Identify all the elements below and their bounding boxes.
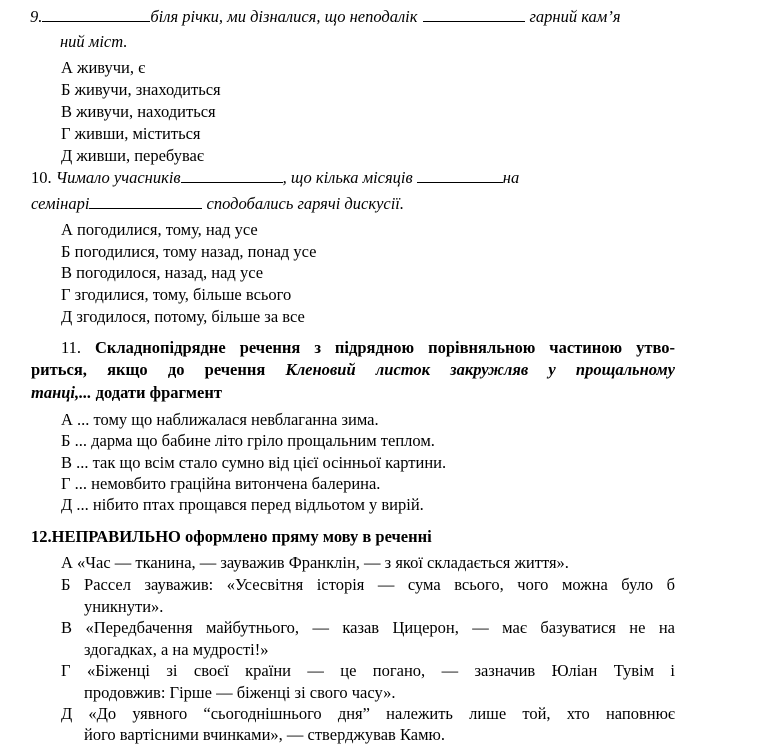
option-letter: В — [61, 263, 73, 282]
option-letter: А — [61, 410, 73, 429]
q10-text-part5: сподобались гарячі дискусії. — [206, 194, 405, 213]
q9-line-2: ний міст. — [60, 32, 128, 51]
option-text: Рассел зауважив: «Усесвітня історія — сума всього, чого можна було б — [84, 575, 676, 594]
option-text: живши, перебуває — [76, 146, 204, 165]
option-letter: Д — [61, 146, 73, 165]
q9-option-e — [61, 145, 204, 166]
option-text: погодилося, назад, над усе — [76, 263, 264, 282]
q9-blank-2 — [423, 7, 525, 22]
option-text: живучи, находиться — [76, 102, 216, 121]
option-text: «До уявного “сьогоднішнього дня” належить лише той, хто наповнює — [88, 704, 675, 723]
q12-number: 12. — [31, 527, 52, 546]
option-letter: В — [61, 102, 73, 121]
q11-option-a — [61, 409, 379, 430]
q10-text-part4: семінарі — [31, 194, 90, 213]
q12-option-e — [61, 703, 675, 724]
q9-line-1 — [30, 6, 621, 27]
option-text: згодилися, тому, більше всього — [74, 285, 292, 304]
q11-option-c — [61, 452, 446, 473]
q10-line-2 — [31, 193, 404, 214]
q11-line1-text: Складнопідрядне речення з підрядною порівняльною частиною утво- — [94, 338, 676, 357]
q10-blank-2 — [417, 168, 503, 183]
q10-line-1 — [31, 167, 519, 188]
option-text: живучи, є — [77, 58, 146, 77]
q10-option-d — [61, 284, 291, 305]
option-text: живши, міститься — [74, 124, 201, 143]
q11-line-3 — [31, 382, 222, 403]
option-text: ... так що всім стало сумно від цієї осінньої картини. — [76, 453, 447, 472]
q10-text-part2: , що кілька місяців — [282, 168, 413, 187]
option-letter: Д — [61, 704, 73, 723]
q9-blank-1 — [42, 7, 150, 22]
q10-text-part1: Чимало учасників — [55, 168, 181, 187]
q10-option-a — [61, 219, 258, 240]
q10-blank-1 — [181, 168, 283, 183]
q10-number: 10. — [31, 168, 52, 187]
q10-option-b — [61, 241, 317, 262]
q12-option-b — [61, 574, 675, 595]
option-letter: Г — [61, 661, 71, 680]
option-letter: А — [61, 58, 73, 77]
q11-option-b — [61, 430, 435, 451]
q10-blank-3 — [89, 194, 202, 209]
q12-option-c — [61, 617, 675, 638]
q10-option-c — [61, 262, 263, 283]
q12-rest: оформлено пряму мову в реченні — [185, 527, 432, 546]
q9-number: 9. — [30, 7, 43, 26]
option-text: «Біженці зі своєї країни — це погано, — зазначив Юліан Тувім і — [86, 661, 675, 680]
option-text: ... дарма що бабине літо гріло прощальним теплом. — [74, 431, 435, 450]
option-letter: А — [61, 553, 73, 572]
option-text: погодилися, тому назад, понад усе — [74, 242, 317, 261]
q10-option-e — [61, 306, 305, 327]
q12-option-d — [61, 660, 675, 681]
q12-caps: НЕПРАВИЛЬНО — [51, 527, 181, 546]
q12-option-d-cont: продовжив: Гірше — біженці зі свого часу». — [84, 683, 396, 702]
q12-heading — [31, 526, 432, 547]
option-letter: Г — [61, 285, 71, 304]
q12-option-b-cont: уникнути». — [84, 597, 164, 616]
option-text: ... немовбито граційна витончена балерина. — [74, 474, 381, 493]
q9-option-c — [61, 101, 216, 122]
q9-option-a — [61, 57, 145, 78]
q11-option-e — [61, 494, 424, 515]
q9-option-b — [61, 79, 221, 100]
option-letter: Б — [61, 431, 71, 450]
q12-option-a — [61, 552, 569, 573]
q11-line2-bold: риться, якщо до речення — [31, 360, 266, 379]
option-text: ... тому що наближалася невблаганна зима. — [77, 410, 379, 429]
q11-option-d — [61, 473, 380, 494]
option-letter: Д — [61, 495, 73, 514]
option-letter: В — [61, 453, 73, 472]
q9-text-part2: гарний кам’я — [529, 7, 621, 26]
q11-line3-italic: танці,... — [31, 383, 92, 402]
q10-text-part3: на — [502, 168, 520, 187]
option-letter: Г — [61, 474, 71, 493]
q12-option-c-cont: здогадках, а на мудрості!» — [84, 640, 269, 659]
option-letter: А — [61, 220, 73, 239]
option-text: згодилося, потому, більше за все — [76, 307, 305, 326]
option-letter: Д — [61, 307, 73, 326]
q11-line3-bold: додати фрагмент — [95, 383, 222, 402]
option-letter: Б — [61, 242, 71, 261]
q11-line2-italic: Кленовий листок закружляв у прощальному — [285, 360, 675, 379]
q9-text-part1: біля річки, ми дізналися, що неподалік — [150, 7, 418, 26]
option-letter: Б — [61, 575, 71, 594]
option-text: «Передбачення майбутнього, — казав Цицерон, — має базуватися не на — [85, 618, 676, 637]
q11-line-2 — [31, 359, 675, 380]
option-text: погодилися, тому, над усе — [77, 220, 258, 239]
q11-number: 11. — [61, 338, 82, 357]
option-text: живучи, знаходиться — [74, 80, 221, 99]
q9-option-d — [61, 123, 201, 144]
option-letter: Б — [61, 80, 71, 99]
option-letter: В — [61, 618, 73, 637]
option-text: «Час — тканина, — зауважив Франклін, — з якої складається життя». — [77, 553, 569, 572]
option-letter: Г — [61, 124, 71, 143]
option-text: ... нібито птах прощався перед відльотом у вирій. — [76, 495, 424, 514]
q11-line-1 — [61, 337, 675, 358]
q12-option-e-cont: його вартісними вчинками», — стверджував Камю. — [84, 725, 445, 744]
